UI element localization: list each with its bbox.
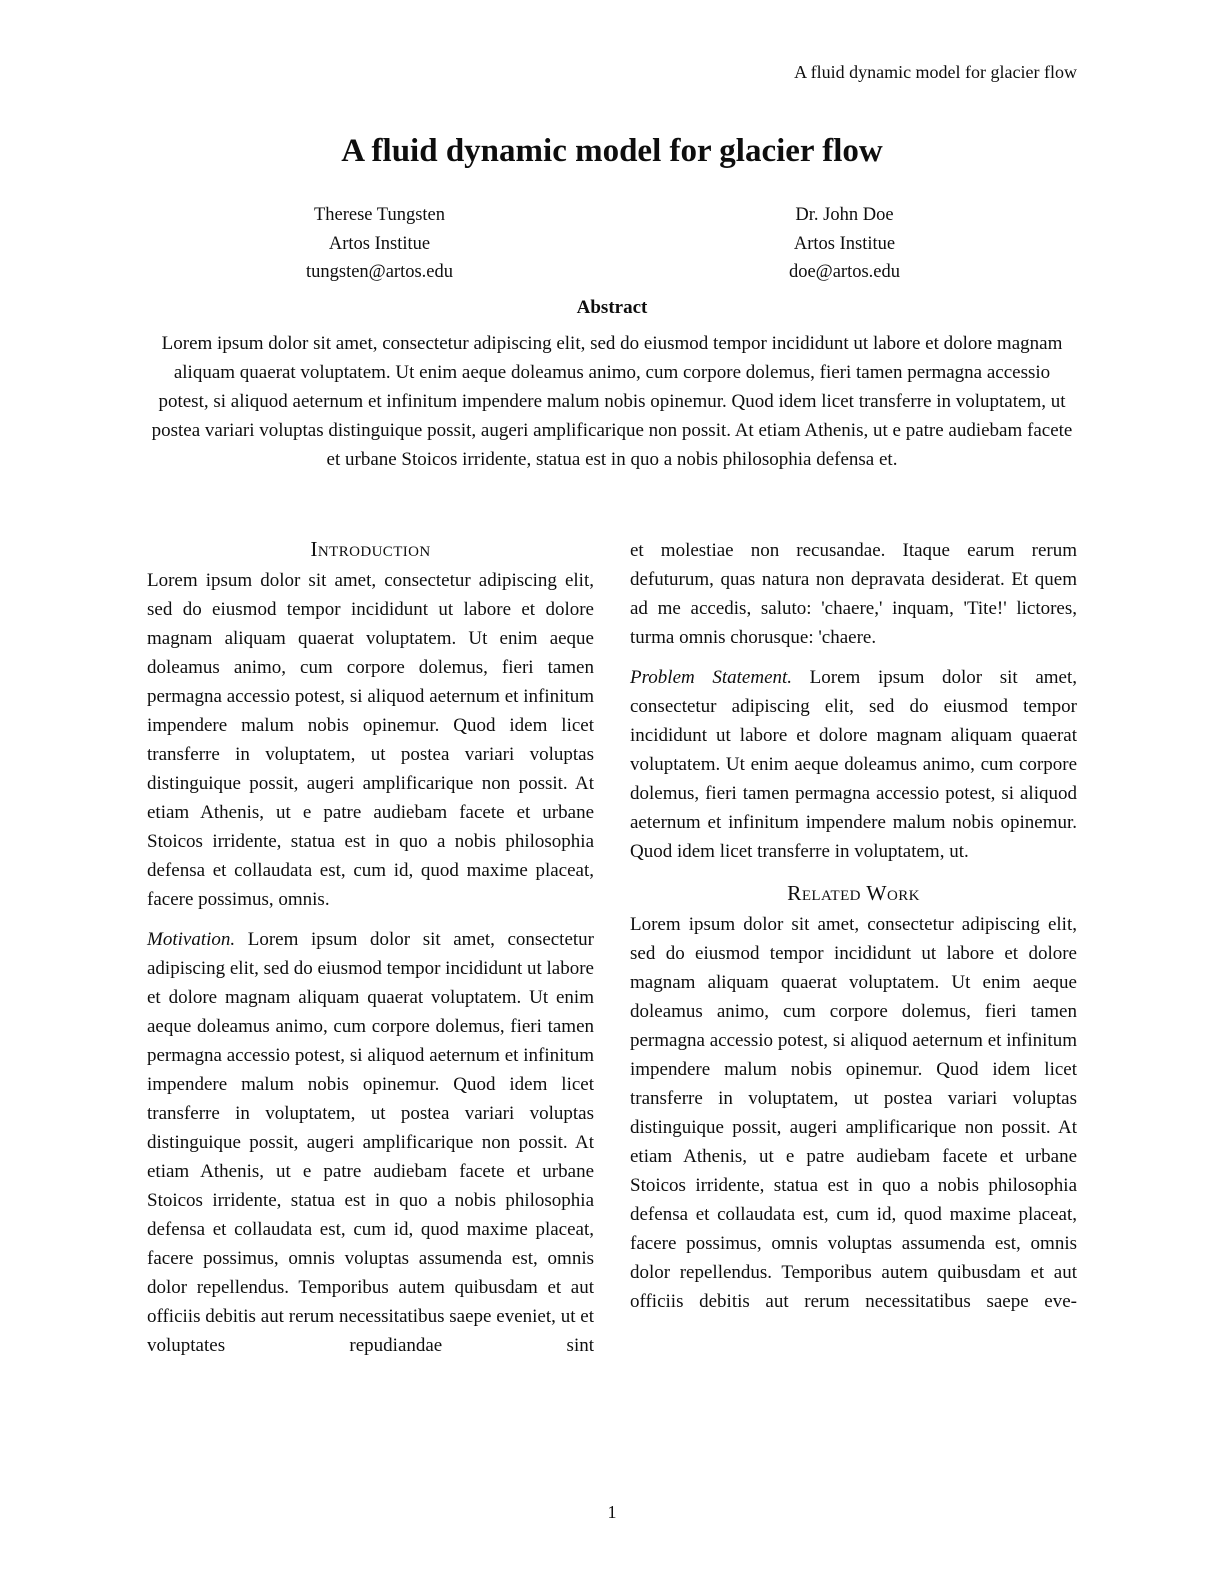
motivation-paragraph [147, 925, 594, 1360]
problem-statement-runin-heading: Problem Statement. [630, 667, 793, 688]
introduction-paragraph: Lorem ipsum dolor sit amet, consectetur adipiscing elit, sed do eiusmod tempor incididunt ut labore et dolore magnam aliquam quaerat voluptatem. Ut enim aeque doleamus animo, cum corpore dolemus, fieri tamen permagna accessio potest, si aliquod aeternum et infinitum impendere malum nobis opinemur. Quod idem licet transferre in voluptatem, ut postea variari voluptas distinguique possit, augeri amplificarique non possit. At etiam Athenis, ut e patre audiebam facete et urbane Stoicos irridente, statua est in quo a nobis philosophia defensa et collaudata est, cum id, quod maxime placeat, facere possimus, omnis. [147, 570, 594, 910]
related-work-paragraph: Lorem ipsum dolor sit amet, consectetur adipiscing elit, sed do eiusmod tempor incididunt ut labore et dolore magnam aliquam quaerat voluptatem. Ut enim aeque doleamus animo, cum corpore dolemus, fieri tamen permagna accessio potest, si aliquod aeternum et infinitum impendere malum nobis opinemur. Quod idem licet transferre in voluptatem, ut postea variari voluptas distinguique possit, augeri amplificarique non possit. At etiam Athenis, ut e patre audiebam facete et urbane Stoicos irridente, statua est in quo a nobis philosophia defensa et collaudata est, cum id, quod maxime placeat, facere possimus, omnis voluptas assumenda est, omnis dolor repellendus. Temporibus autem quibusdam et aut officiis debitis aut rerum necessitatibus saepe eve- [630, 914, 1077, 1312]
section-heading-introduction: Introduction [310, 537, 431, 561]
abstract-text: Lorem ipsum dolor sit amet, consectetur adipiscing elit, sed do eiusmod tempor incididunt ut labore et dolore magnam aliquam quaerat voluptatem. Ut enim aeque doleamus animo, cum corpore dolemus, fieri tamen permagna accessio potest, si aliquod aeternum et infinitum impendere malum nobis opinemur. Quod idem licet transferre in voluptatem, ut postea variari voluptas distinguique possit, augeri amplificarique non possit. At etiam Athenis, ut e patre audiebam facete et urbane Stoicos irridente, statua est in quo a nobis philosophia defensa et. [151, 333, 1073, 470]
motivation-paragraph-continuation: et molestiae non recusandae. Itaque earum rerum defuturum, quas natura non depravata desiderat. Et quem ad me accedis, saluto: 'chaere,' inquam, 'Tite!' lictores, turma omnis chorusque: 'chaere. [630, 540, 1077, 648]
abstract-heading: Abstract [576, 297, 648, 318]
page-number: 1 [607, 1502, 617, 1522]
section-heading-related-work: Related Work [787, 881, 920, 905]
page-title: A fluid dynamic model for glacier flow [341, 133, 883, 169]
author-2-email: doe@artos.edu [788, 262, 901, 282]
author-1-name: Therese Tungsten [313, 205, 446, 225]
right-column [630, 536, 1077, 1360]
author-2-affiliation: Artos Institue [793, 233, 896, 254]
problem-statement-paragraph-text: Lorem ipsum dolor sit amet, consectetur adipiscing elit, sed do eiusmod tempor incididunt ut labore et dolore magnam aliquam quaerat voluptatem. Ut enim aeque doleamus animo, cum corpore dolemus, fieri tamen permagna accessio potest, si aliquod aeternum et infinitum impendere malum nobis opinemur. Quod idem licet transferre in voluptatem, ut. [630, 667, 1078, 862]
author-1-affiliation: Artos Institue [328, 233, 431, 254]
problem-statement-paragraph [630, 663, 1077, 866]
author-2-name: Dr. John Doe [795, 205, 894, 225]
left-column [147, 536, 594, 1360]
author-block [147, 201, 1077, 287]
author-1-email: tungsten@artos.edu [305, 262, 454, 282]
motivation-paragraph-text: Lorem ipsum dolor sit amet, consectetur adipiscing elit, sed do eiusmod tempor incididunt ut labore et dolore magnam aliquam quaerat voluptatem. Ut enim aeque doleamus animo, cum corpore dolemus, fieri tamen permagna accessio potest, si aliquod aeternum et infinitum impendere malum nobis opinemur. Quod idem licet transferre in voluptatem, ut postea variari voluptas distinguique possit, augeri amplificarique non possit. At etiam Athenis, ut e patre audiebam facete et urbane Stoicos irridente, statua est in quo a nobis philosophia defensa et collaudata est, cum id, quod maxime placeat, facere possimus, omnis voluptas assumenda est, omnis dolor repellendus. Temporibus autem quibusdam et aut officiis debitis aut rerum necessitatibus saepe eveniet, ut et voluptates repudiandae sint [147, 929, 595, 1356]
running-header: A fluid dynamic model for glacier flow [794, 62, 1077, 82]
two-column-body [147, 536, 1077, 1360]
motivation-runin-heading: Motivation. [147, 929, 236, 950]
author-2 [612, 201, 1077, 287]
author-1 [147, 201, 612, 287]
